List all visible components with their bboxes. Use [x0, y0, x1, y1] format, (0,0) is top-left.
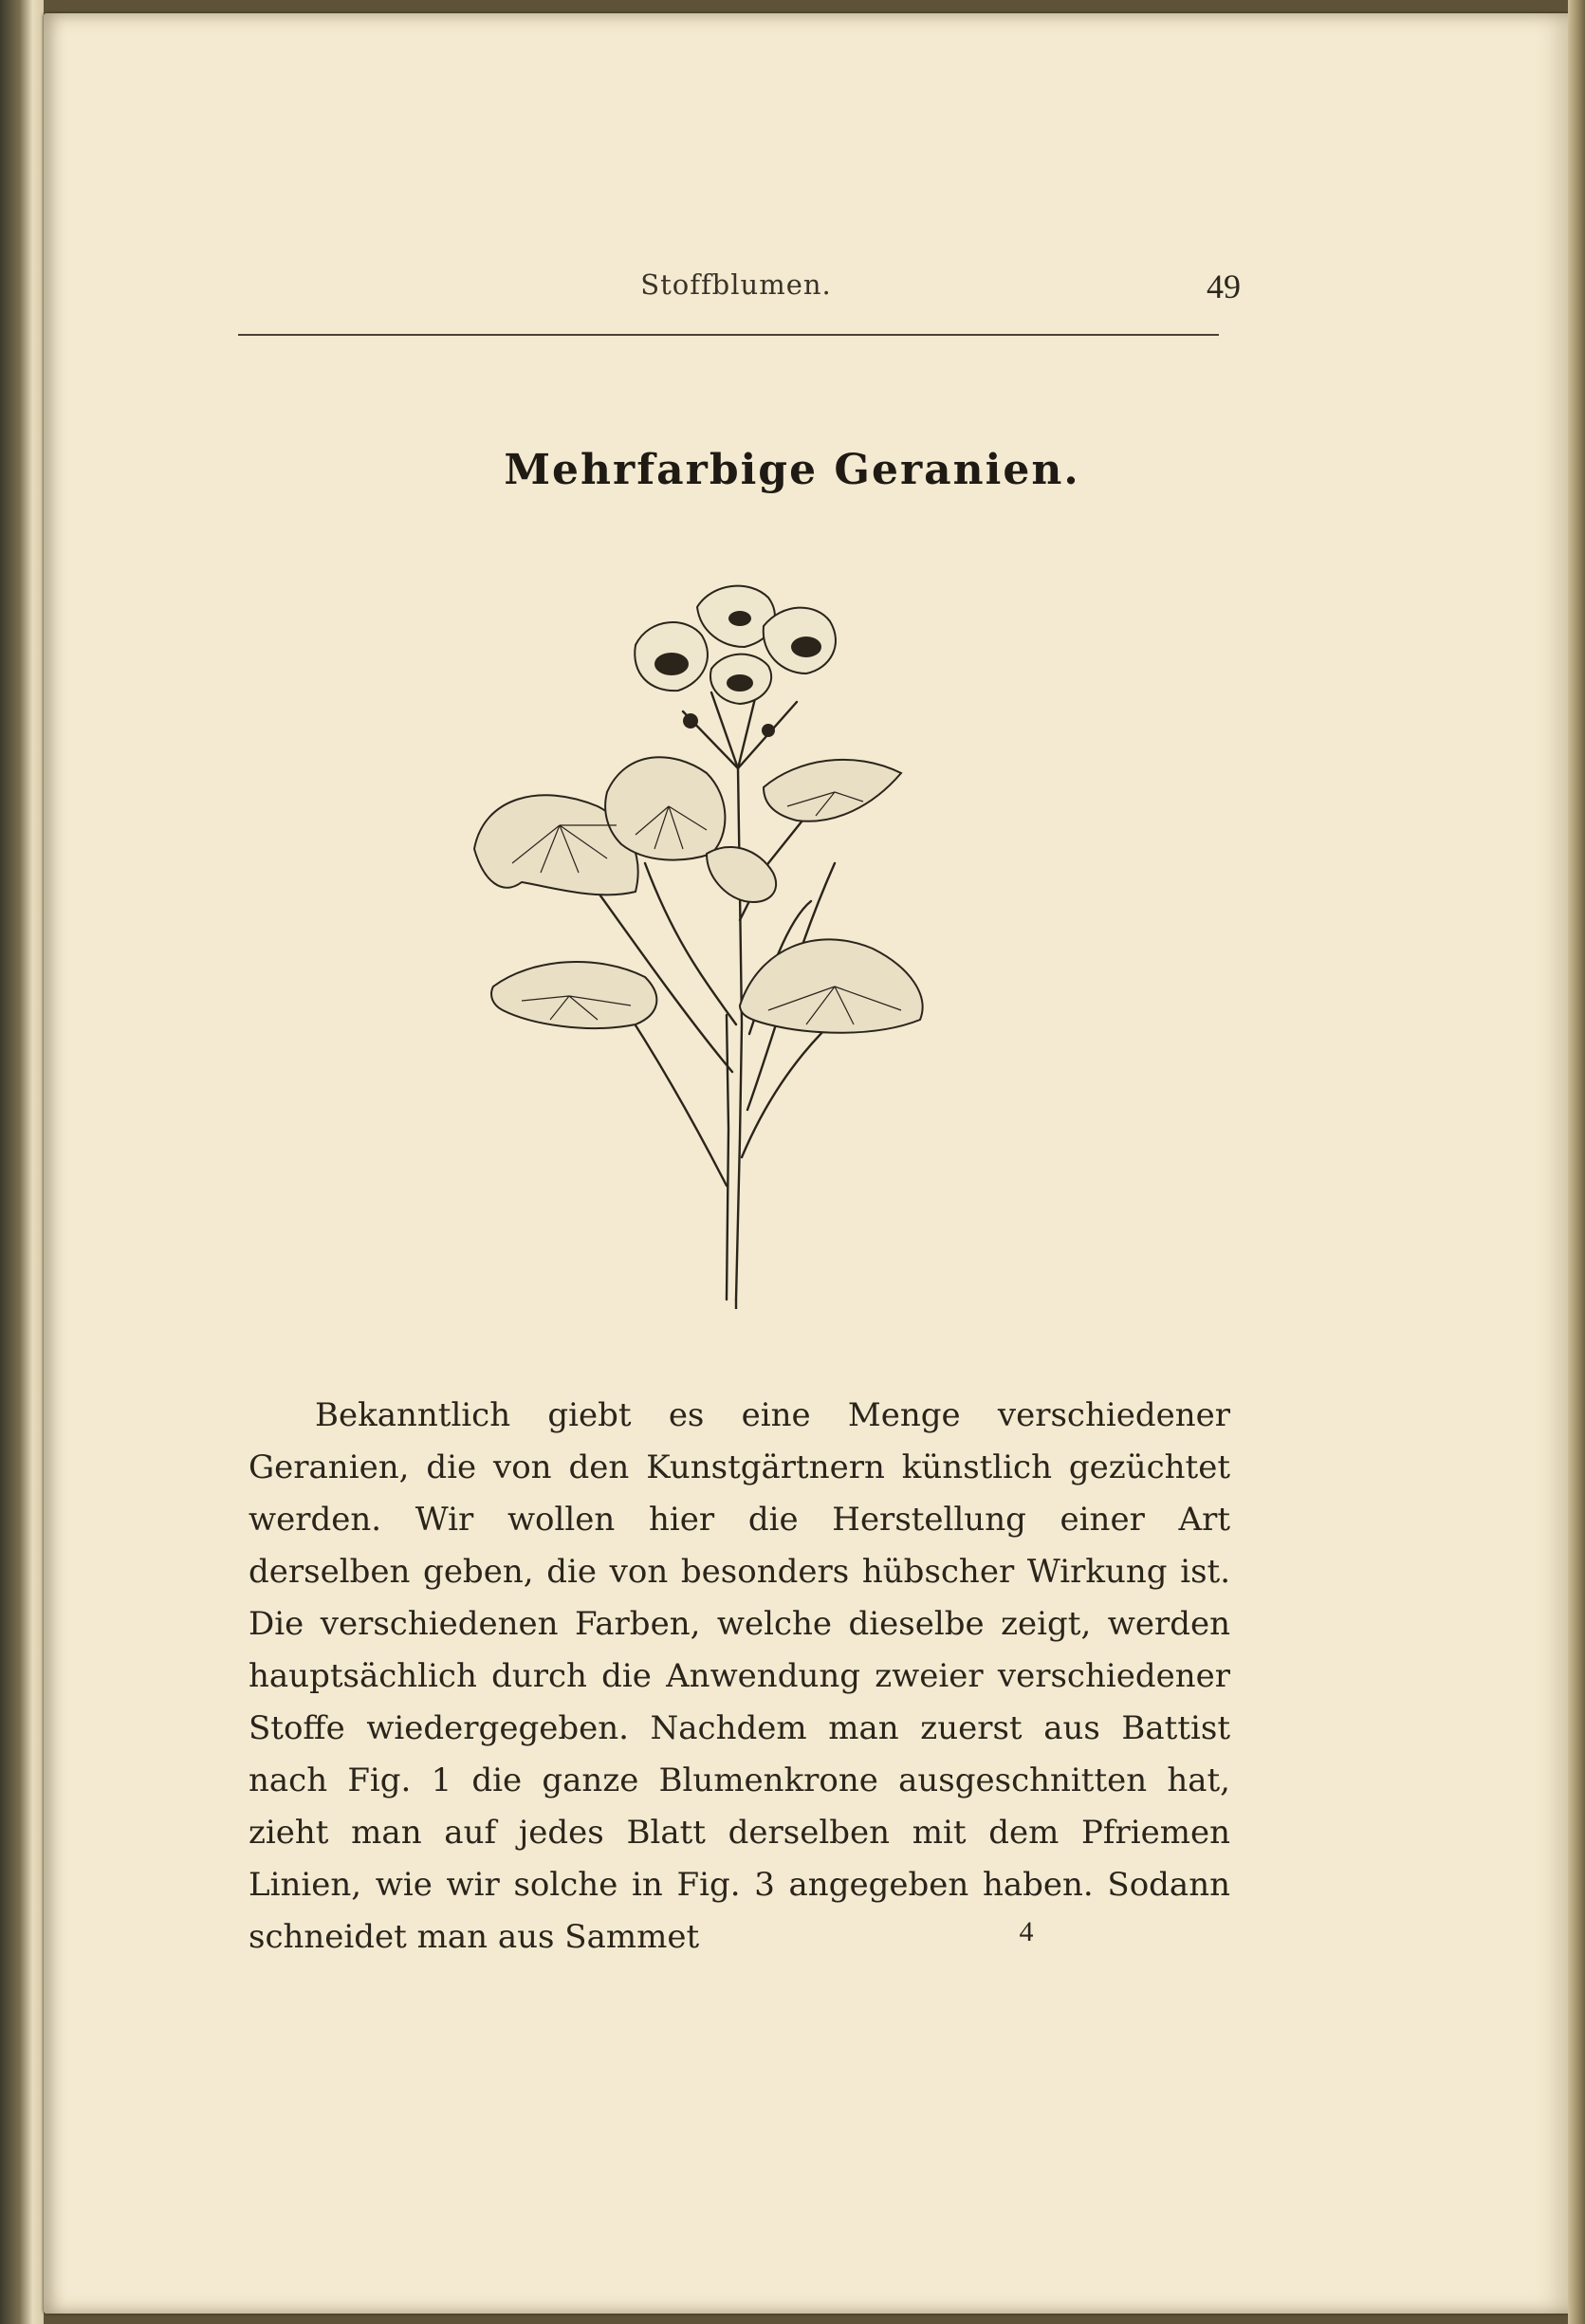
body-paragraph-text: Bekanntlich giebt es eine Menge verschiedener Geranien, die von den Kunstgärtnern künstlich gezüchtet werden. Wir wollen hier die Herstellung einer Art derselben geben, die von besonders hübscher Wirkung ist. Die verschiedenen Farben, welche dieselbe zeigt, werden hauptsächlich durch die Anwendung zweier verschiedener Stoffe wiedergegeben. Nachdem man zuerst aus Battist nach Fig. 1 die ganze Blumenkrone ausgeschnitten hat, zieht man auf jedes Blatt derselben mit dem Pfriemen Linien, wie wir solche in Fig. 3 angegeben haben. Sodann schneidet man aus Sammet	[249, 1396, 1230, 1956]
header-rule	[238, 334, 1219, 336]
body-paragraph	[249, 1390, 1230, 1964]
geranium-illustration-icon	[455, 579, 939, 1309]
running-head: Stoffblumen.	[640, 268, 832, 301]
book-binding-edge	[0, 0, 44, 2324]
section-title: Mehrfarbige Geranien.	[504, 446, 1080, 494]
page-stack-edge	[1568, 0, 1585, 2324]
page-number: 49	[1207, 267, 1241, 305]
signature-mark: 4	[1019, 1916, 1034, 1947]
